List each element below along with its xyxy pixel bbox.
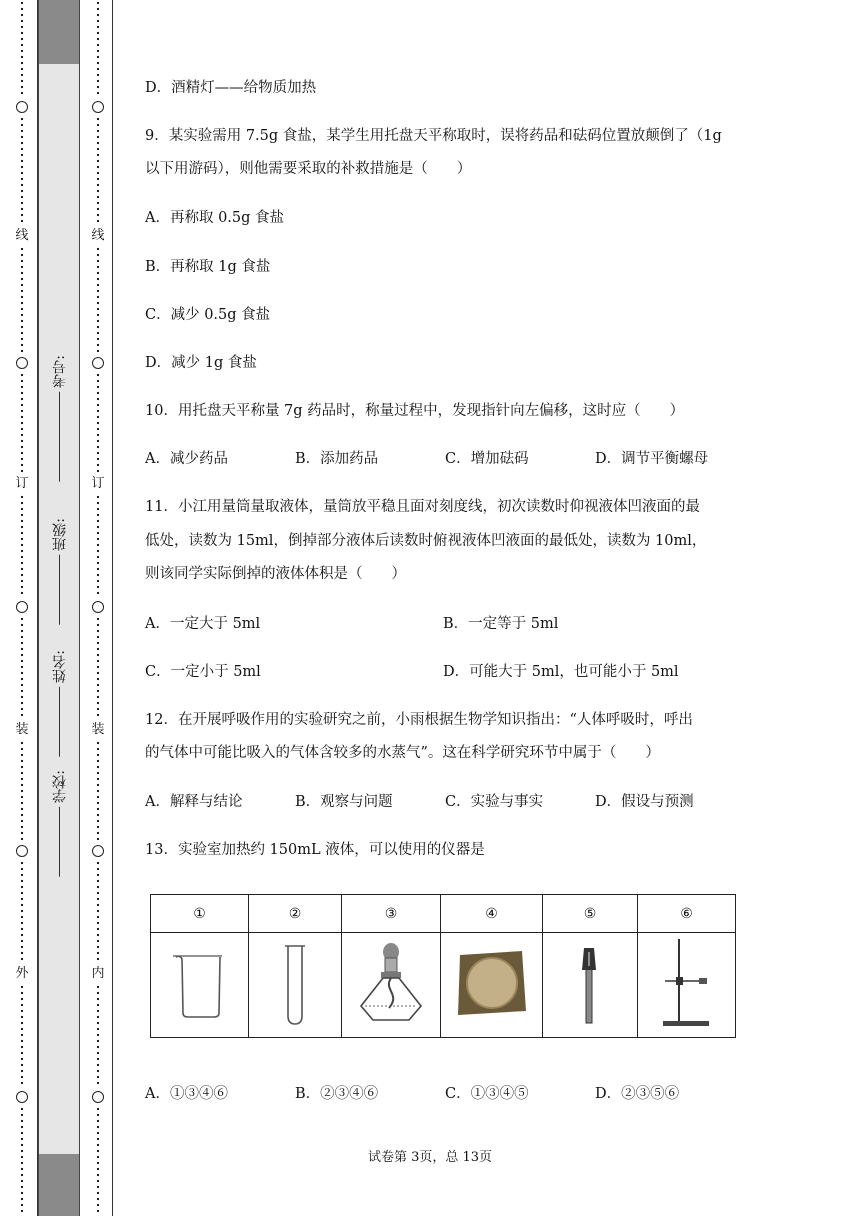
q11-stem-line1: 11．小江用量筒量取液体，量筒放平稳且面对刻度线，初次读数时仰视液体凹液面的最: [145, 499, 700, 515]
q11-option-a: A．一定大于 5ml: [145, 616, 261, 632]
binding-mark-wai: 外: [15, 966, 29, 981]
binding-mark-nei: 内: [91, 966, 105, 981]
test-tube-icon: [249, 933, 342, 1038]
binding-mark-zhuang: 装: [15, 722, 29, 737]
test-tube-clamp-icon: [543, 933, 638, 1038]
q12-option-b: B．观察与问题: [295, 794, 393, 810]
name-field: 姓名:: [50, 650, 70, 757]
q10-option-a: A．减少药品: [145, 451, 228, 467]
outer-binding-column: [13, 0, 31, 1216]
q9-option-b: B．再称取 1g 食盐: [145, 259, 271, 275]
q9-option-a: A．再称取 0.5g 食盐: [145, 210, 285, 226]
q12-stem-line2: 的气体中可能比吸入的气体含较多的水蒸气”。这在科学研究环节中属于（ ）: [145, 745, 660, 761]
binding-mark-xian: 线: [91, 228, 105, 243]
q11-options-row2: [145, 660, 755, 681]
q10-stem: 10．用托盘天平称量 7g 药品时，称量过程中，发现指针向左偏移，这时应（ ）: [145, 403, 685, 419]
q10-option-c: C．增加砝码: [445, 451, 529, 467]
binding-circle-icon: [16, 1091, 28, 1103]
school-field: 学校:: [50, 770, 70, 877]
q11-option-b: B．一定等于 5ml: [443, 616, 559, 632]
binding-circle-icon: [16, 357, 28, 369]
binding-circle-icon: [92, 1091, 104, 1103]
q11-options-row1: [145, 612, 755, 633]
instrument-header: ⑥: [638, 895, 736, 933]
beaker-icon: [151, 933, 249, 1038]
margin-rule: [112, 0, 113, 1216]
instrument-header: ③: [342, 895, 441, 933]
band-cap-top: [39, 0, 79, 64]
binding-mark-xian: 线: [15, 228, 29, 243]
q13-option-a: A．①③④⑥: [145, 1086, 228, 1102]
q9-stem-line2: 以下用游码），则他需要采取的补救措施是（ ）: [145, 161, 472, 177]
instrument-header: ④: [441, 895, 543, 933]
q13-option-b: B．②③④⑥: [295, 1086, 379, 1102]
q10-option-d: D．调节平衡螺母: [595, 451, 709, 467]
binding-circle-icon: [92, 101, 104, 113]
q12-option-c: C．实验与事实: [445, 794, 544, 810]
q12-options: [145, 790, 755, 811]
q9-option-d: D．减少 1g 食盐: [145, 355, 257, 371]
binding-mark-ding: 订: [15, 476, 29, 491]
class-field: 班级:: [50, 518, 70, 625]
q12-stem-line1: 12．在开展呼吸作用的实验研究之前，小雨根据生物学知识指出：“人体呼吸时，呼出: [145, 712, 693, 728]
alcohol-lamp-icon: [342, 933, 441, 1038]
q11-stem-line3: 则该同学实际倒掉的液体体积是（ ）: [145, 566, 406, 582]
asbestos-gauze-icon: [441, 933, 543, 1038]
q13-option-d: D．②③⑤⑥: [595, 1086, 680, 1102]
q11-stem-line2: 低处，读数为 15ml，倒掉部分液体后读数时俯视液体凹液面的最低处，读数为 10ml，: [145, 533, 707, 549]
exam-number-field: 考号:: [50, 355, 70, 482]
binding-circle-icon: [16, 845, 28, 857]
instrument-header: ①: [151, 895, 249, 933]
binding-circle-icon: [92, 357, 104, 369]
q13-stem: 13．实验室加热约 150mL 液体，可以使用的仪器是: [145, 842, 485, 858]
q8-option-d: D．酒精灯——给物质加热: [145, 80, 317, 96]
iron-stand-icon: [638, 933, 736, 1038]
q13-option-c: C．①③④⑤: [445, 1086, 529, 1102]
q11-option-c: C．一定小于 5ml: [145, 664, 261, 680]
q12-option-a: A．解释与结论: [145, 794, 243, 810]
q11-option-d: D．可能大于 5ml，也可能小于 5ml: [443, 664, 679, 680]
q13-options: [145, 1082, 755, 1103]
q9-stem-line1: 9．某实验需用 7.5g 食盐，某学生用托盘天平称取时，误将药品和砝码位置放颠倒了（1g: [145, 128, 722, 144]
page-footer: 试卷第 3页，总 13页: [367, 1150, 493, 1165]
binding-circle-icon: [92, 601, 104, 613]
inner-binding-column: [89, 0, 107, 1216]
q10-option-b: B．添加药品: [295, 451, 379, 467]
binding-mark-zhuang: 装: [91, 722, 105, 737]
q9-option-c: C．减少 0.5g 食盐: [145, 307, 271, 323]
binding-mark-ding: 订: [91, 476, 105, 491]
instrument-header: ⑤: [543, 895, 638, 933]
q10-options: [145, 447, 755, 468]
binding-circle-icon: [16, 101, 28, 113]
instrument-header: ②: [249, 895, 342, 933]
binding-circle-icon: [16, 601, 28, 613]
q12-option-d: D．假设与预测: [595, 794, 694, 810]
binding-circle-icon: [92, 845, 104, 857]
instrument-table: [150, 894, 736, 1038]
